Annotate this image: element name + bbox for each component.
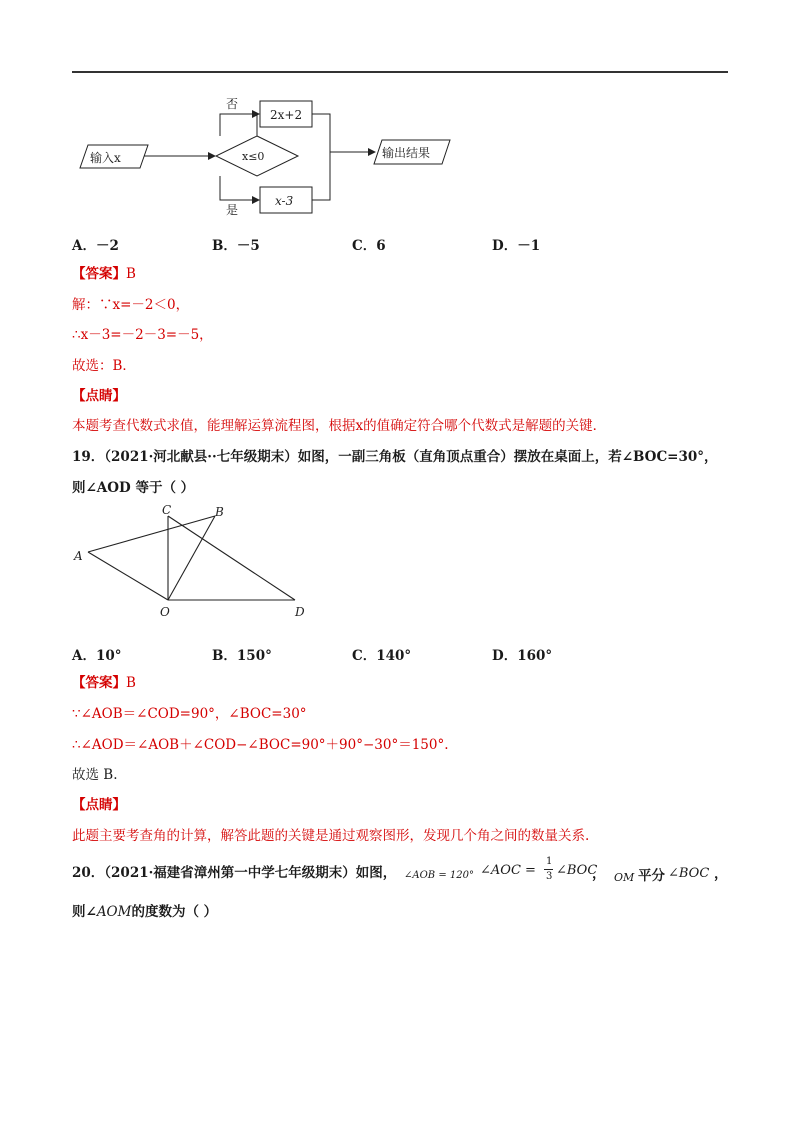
q20-comma-1: ， bbox=[592, 866, 606, 882]
flowchart-no-label: 否 bbox=[226, 97, 239, 111]
flowchart-output-label: 输出结果 bbox=[382, 146, 431, 160]
q18-option-b: B．－5 bbox=[212, 238, 260, 254]
q19-figure bbox=[70, 500, 330, 620]
q19-option-c: C．140° bbox=[352, 648, 412, 664]
q20-stem-prefix: 20．（2021·福建省漳州第一中学七年级期末）如图， bbox=[72, 865, 397, 881]
segment-oa bbox=[88, 552, 168, 600]
q19-solution-line-2: ∴∠AOD＝∠AOB＋∠COD−∠BOC=90°＋90°−30°＝150°. bbox=[72, 737, 449, 753]
q19-option-d: D．160° bbox=[492, 648, 553, 664]
label-o: O bbox=[160, 605, 170, 619]
q19-option-a: A．10° bbox=[72, 648, 122, 664]
q20-aom: AOM bbox=[96, 904, 132, 920]
q18-option-d: D．－1 bbox=[492, 238, 541, 254]
q20-angle-prefix: 则∠ bbox=[72, 904, 97, 920]
label-c: C bbox=[162, 503, 172, 517]
q20-om: OM bbox=[614, 871, 635, 884]
label-a: A bbox=[74, 549, 83, 563]
q20-aoc-left: ∠AOC = bbox=[480, 863, 536, 878]
q19-comment-tag: 【点睛】 bbox=[72, 797, 126, 813]
q19-answer-value: B bbox=[126, 675, 136, 691]
q19-stem-line-2: 则∠AOD 等于（ ） bbox=[72, 480, 195, 496]
q20-angle-suffix: 的度数为（ ） bbox=[131, 904, 218, 920]
q18-answer-tag: 【答案】 bbox=[72, 266, 126, 282]
label-b: B bbox=[215, 505, 224, 519]
label-d: D bbox=[295, 605, 305, 619]
flowchart-input-label: 输入x bbox=[90, 151, 121, 165]
q18-option-a: A．－2 bbox=[72, 238, 119, 254]
q18-option-c: C．6 bbox=[352, 238, 386, 254]
segment-ob bbox=[168, 516, 215, 600]
q19-option-b: B．150° bbox=[212, 648, 272, 664]
q18-comment-tag: 【点睛】 bbox=[72, 388, 126, 404]
flowchart-diagram bbox=[70, 90, 490, 220]
q20-frac-num: 1 bbox=[546, 856, 553, 867]
q19-answer-tag: 【答案】 bbox=[72, 675, 126, 691]
q20-aoc-right: ∠BOC bbox=[556, 863, 598, 878]
flowchart-no-expr: 2x+2 bbox=[270, 108, 303, 122]
flowchart-yes-expr: x-3 bbox=[275, 194, 294, 208]
q20-stem-line-2 bbox=[72, 903, 217, 921]
q20-formula-aob: ∠AOB = 120° bbox=[404, 870, 474, 881]
q20-frac-bar bbox=[544, 869, 553, 870]
flowchart-condition-label: x≤0 bbox=[242, 150, 265, 163]
q20-frac-den: 3 bbox=[546, 871, 553, 882]
q20-comma-2: ， bbox=[714, 866, 728, 882]
segment-cd bbox=[168, 516, 295, 600]
header-rule bbox=[72, 71, 728, 73]
flowchart-yes-label: 是 bbox=[226, 203, 239, 217]
q18-solution-line-3: 故选：B． bbox=[72, 358, 136, 374]
q18-comment: 本题考查代数式求值，能理解运算流程图，根据x的值确定符合哪个代数式是解题的关键． bbox=[72, 418, 607, 434]
q18-solution-line-2: ∴x－3=－2－3=－5， bbox=[72, 327, 213, 343]
q19-comment: 此题主要考查角的计算，解答此题的关键是通过观察图形，发现几个角之间的数量关系. bbox=[72, 828, 590, 844]
q20-bisect: 平分 bbox=[638, 868, 665, 884]
q19-answer bbox=[72, 674, 136, 692]
q18-answer-value: B bbox=[126, 266, 136, 282]
q18-answer bbox=[72, 265, 136, 283]
q19-solution-line-3: 故选 B. bbox=[72, 767, 118, 783]
q18-solution-line-1: 解：∵x=－2＜0， bbox=[72, 297, 190, 313]
q19-solution-line-1: ∵∠AOB＝∠COD=90°，∠BOC=30° bbox=[72, 706, 307, 722]
q20-boc: ∠BOC bbox=[668, 866, 710, 881]
q19-stem-line-1: 19．（2021·河北献县··七年级期末）如图，一副三角板（直角顶点重合）摆放在桌面上，若∠BOC=30°， bbox=[72, 449, 718, 465]
